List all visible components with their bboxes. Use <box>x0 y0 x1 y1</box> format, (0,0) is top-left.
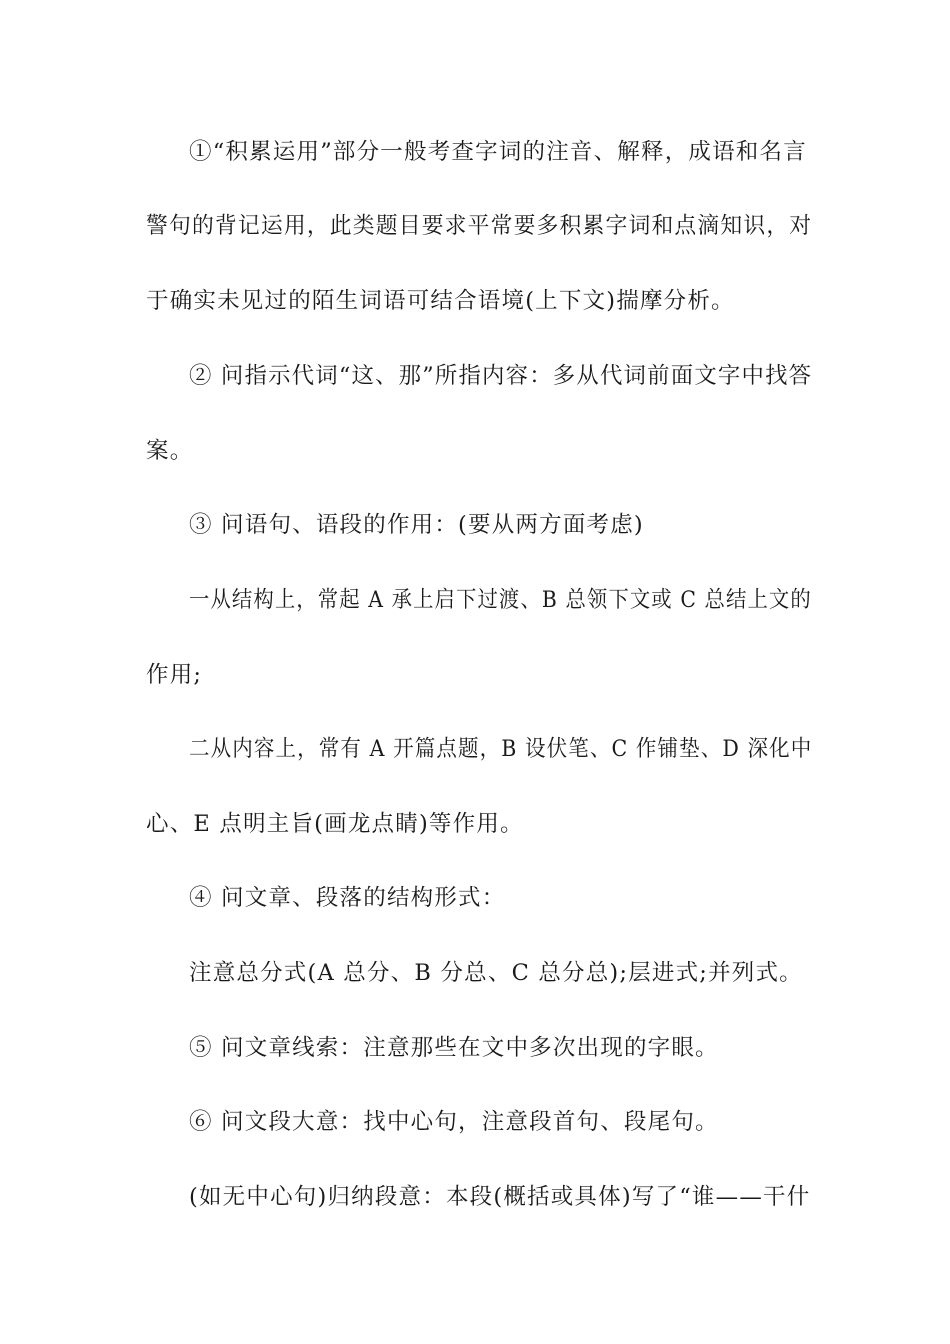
text-line-3: 于确实未见过的陌生词语可结合语境(上下文)揣摩分析。 <box>146 288 735 314</box>
text-line-11: ④ 问文章、段落的结构形式： <box>189 885 506 911</box>
text-line-10: 心、E 点明主旨(画龙点睛)等作用。 <box>146 811 524 837</box>
text-line-8: 作用; <box>146 662 203 688</box>
text-line-9: 二从内容上，常有 A 开篇点题，B 设伏笔、C 作铺垫、D 深化中 <box>189 736 813 762</box>
text-line-12: 注意总分式(A 总分、B 分总、C 总分总);层进式;并列式。 <box>189 960 803 986</box>
text-line-15: (如无中心句)归纳段意：本段(概括或具体)写了“谁——干什 <box>189 1184 811 1210</box>
text-line-1: ①“积累运用”部分一般考查字词的注音、解释，成语和名言 <box>189 139 807 165</box>
text-line-7: 一从结构上，常起 A 承上启下过渡、B 总领下文或 C 总结上文的 <box>189 587 812 613</box>
text-line-13: ⑤ 问文章线索：注意那些在文中多次出现的字眼。 <box>189 1035 719 1061</box>
text-line-4: ② 问指示代词“这、那”所指内容：多从代词前面文字中找答 <box>189 363 813 389</box>
text-line-5: 案。 <box>146 438 194 464</box>
text-line-2: 警句的背记运用，此类题目要求平常要多积累字词和点滴知识，对 <box>146 213 813 239</box>
text-line-6: ③ 问语句、语段的作用：(要从两方面考虑) <box>189 512 644 538</box>
text-line-14: ⑥ 问文段大意：找中心句，注意段首句、段尾句。 <box>189 1109 719 1135</box>
